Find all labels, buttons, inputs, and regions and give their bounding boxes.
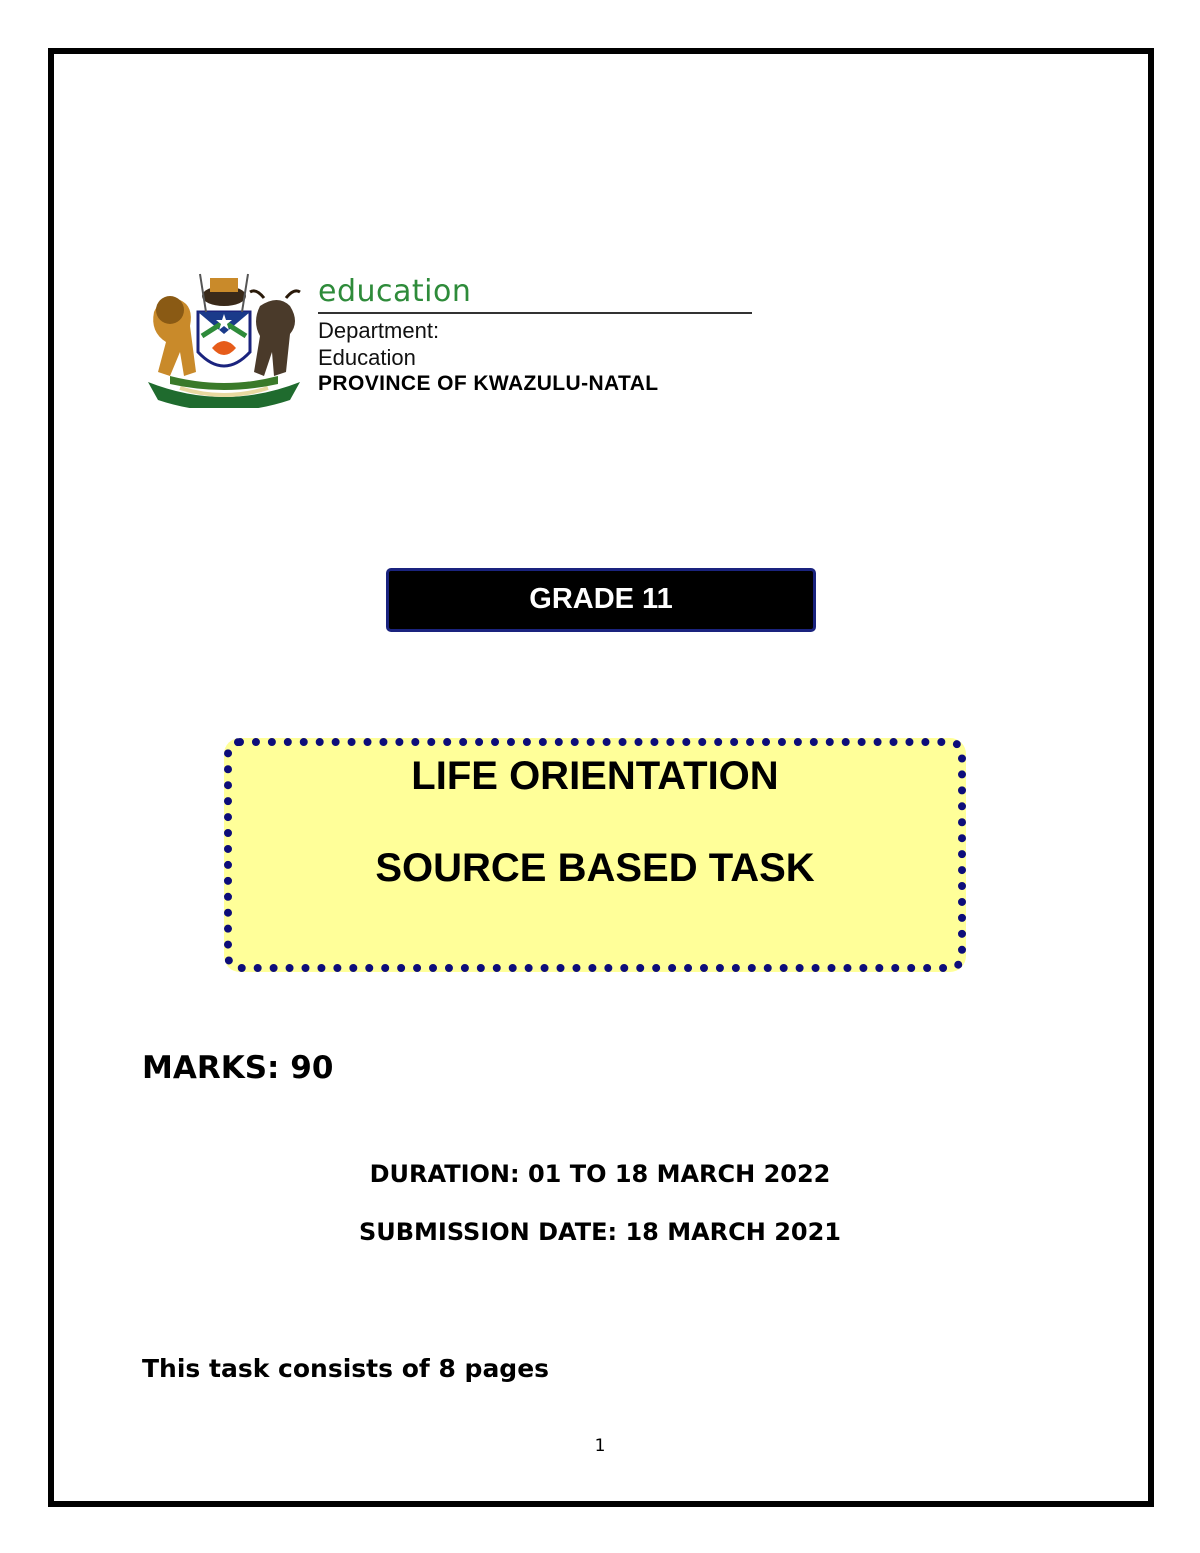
marks-total: MARKS: 90 [142,1050,334,1086]
education-brand-word: education [318,274,472,309]
province-name: PROVINCE OF KWAZULU-NATAL [318,372,659,395]
subject-title: LIFE ORIENTATION [411,754,779,798]
logo-divider [318,312,752,314]
pages-note: This task consists of 8 pages [142,1354,550,1383]
grade-banner: GRADE 11 [386,568,816,632]
department-logo [140,272,760,408]
page-number: 1 [594,1436,606,1456]
department-label: Department: [318,318,440,343]
title-box [224,738,966,972]
duration-text: DURATION: 01 TO 18 MARCH 2022 [369,1160,831,1188]
coat-of-arms-icon [140,272,308,408]
department-name: Education [318,345,416,370]
submission-date-text: SUBMISSION DATE: 18 MARCH 2021 [358,1218,842,1246]
task-type-title: SOURCE BASED TASK [375,846,815,890]
